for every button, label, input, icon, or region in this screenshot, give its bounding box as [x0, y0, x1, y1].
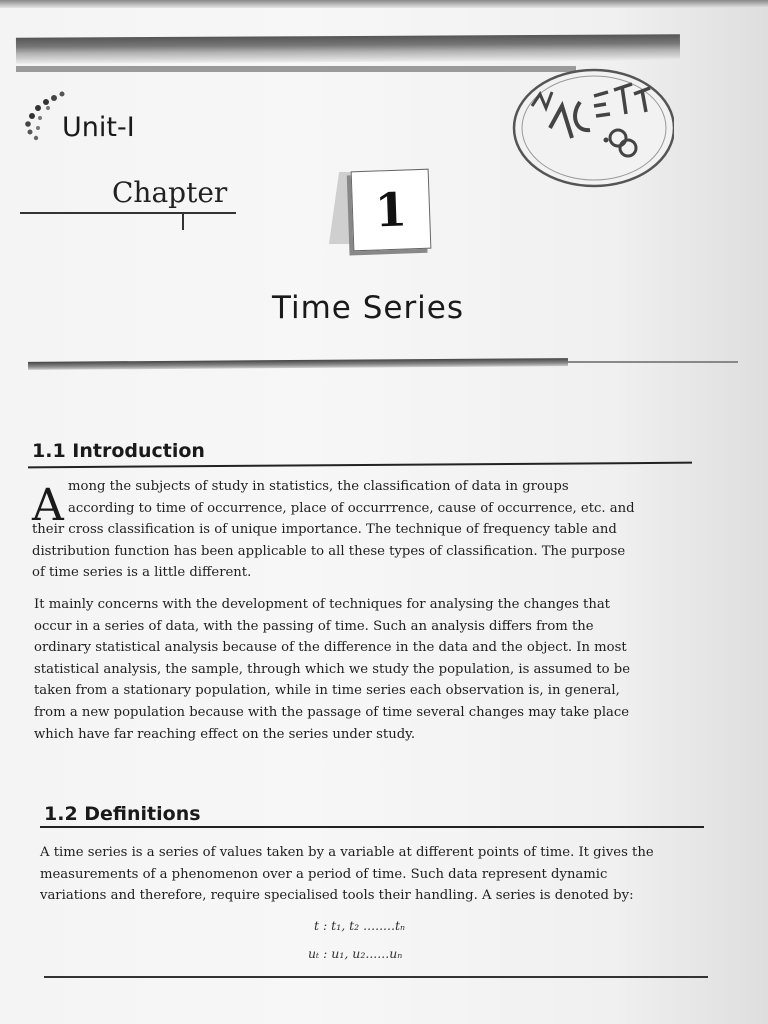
section-heading-introduction: 1.1 Introduction — [32, 440, 205, 462]
chapter-title: Time Series — [271, 290, 465, 326]
text-line: which have far reaching effect on the series under study. — [34, 726, 416, 742]
unit-label: Unit-I — [62, 112, 135, 143]
publisher-logo-icon — [510, 66, 674, 190]
drop-cap: A — [32, 480, 64, 531]
header-band-underline — [16, 66, 576, 72]
text-line: from a new population because with the passage of time several changes may take place — [34, 704, 630, 720]
section-rule-definitions — [40, 826, 704, 828]
title-rule-thin — [568, 361, 738, 363]
text-line: occur in a series of data, with the passing of time. Such an analysis differs from the — [34, 618, 594, 634]
title-rule — [28, 358, 568, 370]
chapter-number-box — [351, 169, 432, 252]
text-line: variations and therefore, require specialised tools their handling. A series is denoted by: — [40, 888, 634, 904]
text-line: of time series is a little different. — [32, 565, 252, 581]
text-line: ordinary statistical analysis because of the difference in the data and the object. In most — [34, 640, 627, 656]
definitions-paragraph — [40, 842, 704, 907]
text-line: mong the subjects of study in statistics, the classification of data in groups — [68, 479, 569, 494]
chapter-underline — [20, 212, 236, 214]
chapter-underline-tick — [182, 212, 184, 230]
text-line: statistical analysis, the sample, through which we study the population, is assumed to be — [34, 661, 631, 677]
section-heading-definitions: 1.2 Definitions — [44, 803, 201, 825]
text-line: taken from a stationary population, while in time series each observation is, in general, — [34, 683, 620, 699]
header-band — [16, 34, 680, 63]
page-top-shadow — [0, 0, 768, 8]
formula-values-line: uₜ : u₁, u₂......uₙ — [308, 946, 403, 961]
bottom-rule — [44, 976, 708, 978]
text-line: measurements of a phenomenon over a period of time. Such data represent dynamic — [40, 866, 608, 882]
intro-paragraph-1-first-lines — [68, 476, 692, 519]
intro-paragraph-1-rest — [32, 519, 696, 584]
section-rule-introduction — [28, 462, 692, 469]
chapter-label: Chapter — [112, 176, 228, 209]
text-line: A time series is a series of values taken by a variable at different points of time. It gives the — [40, 845, 654, 860]
text-line: It mainly concerns with the development of techniques for analysing the changes that — [34, 597, 610, 612]
intro-paragraph-2 — [34, 594, 698, 745]
formula-time-line: t : t₁, t₂ ........tₙ — [314, 918, 406, 933]
text-line: according to time of occurrence, place of occurrrence, cause of occurrence, etc. and — [68, 500, 635, 516]
text-line: distribution function has been applicable to all these types of classification. The purpose — [32, 543, 626, 559]
chapter-number: 1 — [374, 182, 408, 238]
text-line: their cross classification is of unique importance. The technique of frequency table and — [32, 522, 617, 537]
